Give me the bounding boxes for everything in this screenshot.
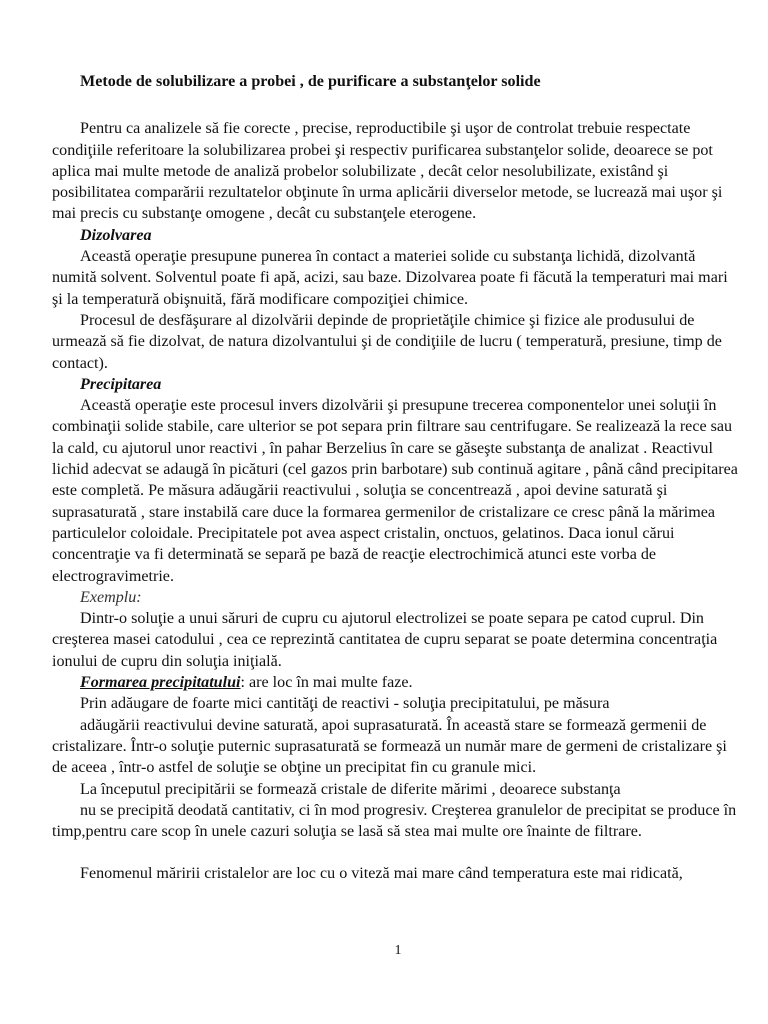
- paragraph: adăugării reactivului devine saturată, apoi suprasaturată. În această stare se formează germenii de cristalizare. Într-o soluţie puternic suprasaturată se formează un număr mare de germeni de cristalizare şi de aceea , într-o astfel de soluţie se obţine un precipitat fin cu granule mici.: [52, 716, 727, 777]
- example-paragraph: Dintr-o soluţie a unui săruri de cupru cu ajutorul electrolizei se poate separa pe catod cuprul. Din creşterea masei catodului , cea ce reprezintă cantitatea de cupru separat se poate determina concentraţia ionului de cupru din soluţia iniţială.: [52, 610, 718, 670]
- paragraph: Această operaţie este procesul invers dizolvării şi presupune trecerea componentelor unei soluţii în combinaţii solide stabile, care ulterior se pot separa prin filtrare sau centrifugare. Se realizează la rece sau la cald, cu ajutorul unor reactivi , în pahar Berzelius în care se găseşte substanţa de analizat . Reactivul lichid adecvat se adaugă în picături (cel gazos prin barbotare) sub continuă agitare , până când precipitarea este completă. Pe măsura adăugării reactivului , soluţia se concentrează , apoi devine saturată şi suprasaturată , stare instabilă care duce la formarea germenilor de cristalizare ce cresc până la mărimea particulelor coloidale. Precipitatele pot avea aspect cristalin, onctuos, gelatinos. Daca ionul cărui concentraţie va fi determinată se separă pe bază de reacţie electrochimică atunci este vorba de electrogravimetrie.: [52, 397, 738, 585]
- section-heading-precipitarea: Precipitarea: [80, 375, 162, 393]
- section-heading-formarea-suffix: : are loc în mai multe faze.: [240, 674, 413, 692]
- paragraph-line: La începutul precipitării se formează cristale de diferite mărimi , deoarece substanţa: [80, 780, 621, 798]
- paragraph: Această operaţie presupune punerea în contact a materiei solide cu substanţa lichidă, dizolvantă numită solvent. Solventul poate fi apă, acizi, sau baze. Dizolvarea poate fi făcută la temperaturi mai mari şi la temperatură obişnuită, fără modificare compoziţiei chimice.: [52, 248, 728, 308]
- paragraph: Procesul de desfăşurare al dizolvării depinde de proprietăţile chimice şi fizice ale produsului de urmează să fie dizolvat, de natura dizolvantului şi de condiţiile de lucru ( temperatură, presiune, timp de contact).: [52, 311, 722, 372]
- intro-paragraph: Pentru ca analizele să fie corecte , precise, reproductibile şi uşor de controlat trebuie respectate condiţiile referitoare la solubilizarea probei şi respectiv purificarea substanţelor solide, deoarece se pot aplica mai multe metode de analiză probelor solubilizate , decât celor nesolubilizate, existând şi posibilitatea comparării rezultatelor obţinute în urma aplicării diverselor metode, se lucrează mai uşor şi mai precis cu substanţe omogene , decât cu substanţele eterogene.: [52, 120, 723, 223]
- section-heading-formarea-label: Formarea precipitatului: [80, 674, 241, 692]
- section-heading-dizolvarea: Dizolvarea: [80, 226, 152, 244]
- section-heading-formarea: [52, 672, 742, 693]
- paragraph: Fenomenul măririi cristalelor are loc cu o viteză mai mare când temperatura este mai ridicată,: [80, 865, 683, 883]
- paragraph-line: Prin adăugare de foarte mici cantităţi de reactivi - soluţia precipitatului, pe măsura: [80, 695, 610, 713]
- paragraph: nu se precipită deodată cantitativ, ci în mod progresiv. Creşterea granulelor de precipitat se produce în timp,pentru care scop în unele cazuri soluţia se lasă să stea mai multe ore înainte de filtrare.: [52, 801, 737, 841]
- document-title: Metode de solubilizare a probei , de purificare a substanţelor solide: [80, 73, 541, 90]
- page-number: 1: [394, 943, 402, 958]
- example-label: Exemplu:: [80, 588, 142, 606]
- document-body: [52, 71, 742, 885]
